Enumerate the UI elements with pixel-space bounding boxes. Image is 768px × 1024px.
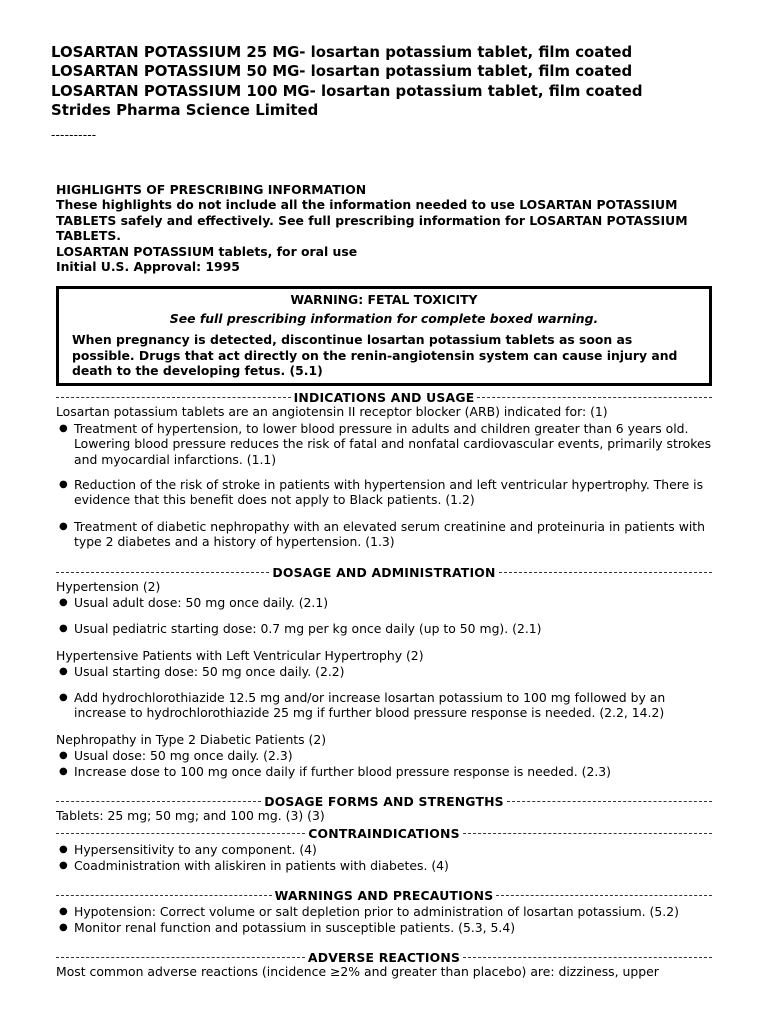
- dashed-rule: [499, 572, 712, 573]
- boxed-warning: [56, 286, 712, 386]
- boxed-warning-subtitle: See full prescribing information for complete boxed warning.: [169, 311, 599, 326]
- title-line: LOSARTAN POTASSIUM 25 MG- losartan potassium tablet, film coated: [51, 43, 633, 61]
- boxed-warning-line: When pregnancy is detected, discontinue losartan potassium tablets as soon as: [72, 332, 633, 347]
- list-item-text: Monitor renal function and potassium in susceptible patients. (5.3, 5.4): [74, 920, 516, 935]
- document-title: [51, 43, 751, 121]
- highlights-line: TABLETS.: [56, 228, 121, 244]
- bullet-icon: ●: [59, 922, 68, 933]
- bullet-icon: ●: [59, 844, 68, 855]
- section-heading-indications: [56, 389, 712, 405]
- list-item: [56, 920, 716, 935]
- dashed-rule: [496, 895, 712, 896]
- section-heading-label: WARNINGS AND PRECAUTIONS: [274, 887, 494, 903]
- dosage-subheading: Hypertension (2): [56, 579, 161, 594]
- highlights-line: LOSARTAN POTASSIUM tablets, for oral use: [56, 243, 358, 259]
- list-item-text: Usual adult dose: 50 mg once daily. (2.1): [74, 595, 329, 610]
- list-item: [56, 421, 716, 467]
- boxed-warning-body: [72, 332, 695, 379]
- list-item-text: Coadministration with aliskiren in patients with diabetes. (4): [74, 858, 449, 873]
- dashed-rule: [56, 833, 305, 834]
- separator: ----------: [51, 128, 97, 142]
- bullet-icon: ●: [59, 906, 68, 917]
- approval-line: Initial U.S. Approval: 1995: [56, 259, 240, 275]
- list-item-text: Add hydrochlorothiazide 12.5 mg and/or increase losartan potassium to 100 mg followed by an: [74, 690, 666, 705]
- bullet-icon: ●: [59, 479, 68, 490]
- list-item: [56, 764, 716, 779]
- title-line: LOSARTAN POTASSIUM 50 MG- losartan potassium tablet, film coated: [51, 62, 633, 81]
- list-item: [56, 519, 716, 550]
- list-item: [56, 595, 716, 610]
- list-item-text: type 2 diabetes and a history of hypertension. (1.3): [74, 534, 395, 550]
- list-item-text: Reduction of the risk of stroke in patients with hypertension and left ventricular hypertrophy. There is: [74, 477, 704, 492]
- list-item-text: Hypotension: Correct volume or salt depletion prior to administration of losartan potassium. (5.2): [74, 904, 679, 919]
- dosage-subheading: Hypertensive Patients with Left Ventricular Hypertrophy (2): [56, 648, 424, 663]
- section-heading-dosage: [56, 564, 712, 580]
- bullet-icon: ●: [59, 766, 68, 777]
- section-heading-label: DOSAGE FORMS AND STRENGTHS: [264, 793, 504, 809]
- dashed-rule: [507, 801, 712, 802]
- bullet-icon: ●: [59, 666, 68, 677]
- dashed-rule: [463, 957, 712, 958]
- section-heading-warnings: [56, 887, 712, 903]
- list-item-text: Treatment of diabetic nephropathy with an elevated serum creatinine and proteinuria in patients with: [74, 519, 705, 534]
- list-item: [56, 664, 716, 679]
- list-item-text: evidence that this benefit does not apply to Black patients. (1.2): [74, 492, 475, 508]
- section-heading-label: ADVERSE REACTIONS: [307, 949, 461, 965]
- manufacturer-name: Strides Pharma Science Limited: [51, 101, 319, 120]
- highlights-block: [56, 182, 716, 274]
- dashed-rule: [56, 895, 272, 896]
- title-line: LOSARTAN POTASSIUM 100 MG- losartan potassium tablet, film coated: [51, 81, 643, 100]
- list-item-text: Increase dose to 100 mg once daily if further blood pressure response is needed. (2.3): [74, 764, 612, 779]
- list-item: [56, 477, 716, 508]
- indications-intro: Losartan potassium tablets are an angiotensin II receptor blocker (ARB) indicated for: (1): [56, 404, 608, 419]
- highlights-heading: HIGHLIGHTS OF PRESCRIBING INFORMATION: [56, 182, 367, 197]
- bullet-icon: ●: [59, 423, 68, 434]
- list-item: [56, 842, 716, 857]
- bullet-icon: ●: [59, 521, 68, 532]
- list-item: [56, 690, 716, 721]
- bullet-icon: ●: [59, 692, 68, 703]
- section-heading-label: DOSAGE AND ADMINISTRATION: [272, 564, 496, 580]
- list-item-text: Usual dose: 50 mg once daily. (2.3): [74, 748, 293, 763]
- list-item-text: increase to hydrochlorothiazide 25 mg if further blood pressure response is needed. (2.2, 14.2): [74, 705, 665, 721]
- section-heading-contraindications: [56, 825, 712, 841]
- dashed-rule: [477, 397, 712, 398]
- list-item-text: Treatment of hypertension, to lower blood pressure in adults and children greater than 6 years old.: [74, 421, 689, 436]
- bullet-icon: ●: [59, 623, 68, 634]
- dashed-rule: [56, 572, 269, 573]
- highlights-line: TABLETS safely and effectively. See full prescribing information for LOSARTAN POTASSIUM: [56, 212, 688, 228]
- bullet-icon: ●: [59, 860, 68, 871]
- list-item: [56, 904, 716, 919]
- dosage-subheading: Nephropathy in Type 2 Diabetic Patients (2): [56, 732, 327, 747]
- list-item: [56, 858, 716, 873]
- list-item-text: and myocardial infarctions. (1.1): [74, 451, 277, 467]
- bullet-icon: ●: [59, 597, 68, 608]
- list-item-text: Usual pediatric starting dose: 0.7 mg per kg once daily (up to 50 mg). (2.1): [74, 621, 542, 636]
- section-heading-label: CONTRAINDICATIONS: [308, 825, 460, 841]
- section-heading-forms: [56, 793, 712, 809]
- section-heading-adverse: [56, 949, 712, 965]
- dashed-rule: [56, 801, 261, 802]
- section-heading-label: INDICATIONS AND USAGE: [293, 389, 475, 405]
- bullet-icon: ●: [59, 750, 68, 761]
- list-item-text: Hypersensitivity to any component. (4): [74, 842, 317, 857]
- forms-text: Tablets: 25 mg; 50 mg; and 100 mg. (3) (3): [56, 808, 325, 823]
- list-item-text: Usual starting dose: 50 mg once daily. (2.2): [74, 664, 345, 679]
- boxed-warning-title: WARNING: FETAL TOXICITY: [290, 292, 478, 307]
- list-item-text: Lowering blood pressure reduces the risk of fatal and nonfatal cardiovascular events, primarily strokes: [74, 436, 712, 452]
- dashed-rule: [463, 833, 712, 834]
- list-item: [56, 621, 716, 636]
- list-item: [56, 748, 716, 763]
- boxed-warning-line: death to the developing fetus. (5.1): [72, 363, 323, 379]
- adverse-text: Most common adverse reactions (incidence ≥2% and greater than placebo) are: dizziness, upper: [56, 964, 659, 979]
- boxed-warning-line: possible. Drugs that act directly on the renin-angiotensin system can cause injury and: [72, 347, 678, 363]
- highlights-line: These highlights do not include all the information needed to use LOSARTAN POTASSIUM: [56, 197, 678, 213]
- dashed-rule: [56, 397, 291, 398]
- dashed-rule: [56, 957, 305, 958]
